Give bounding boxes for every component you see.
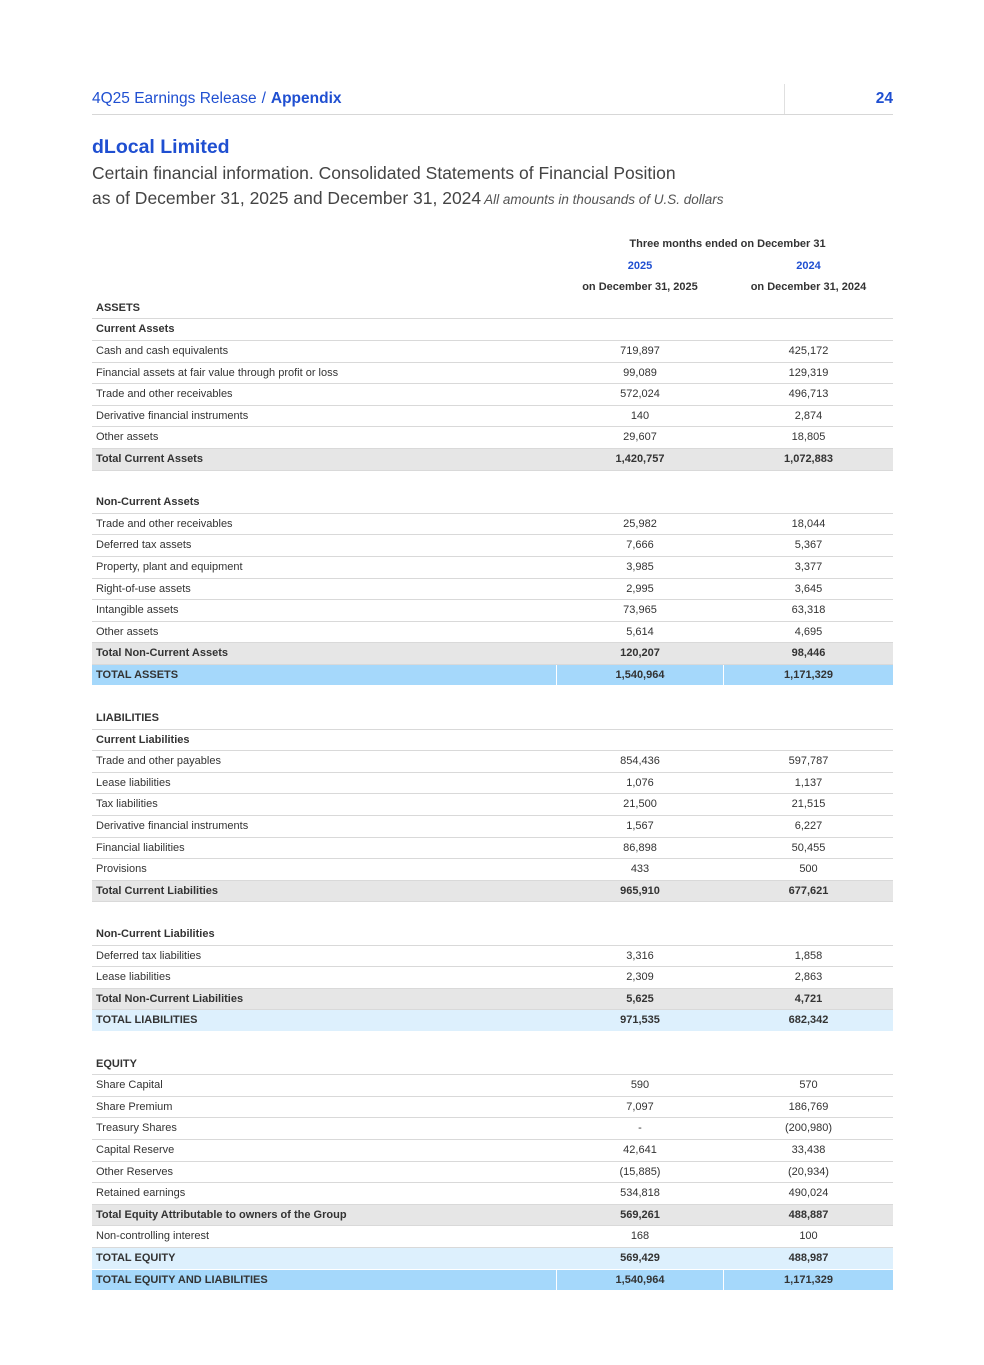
assets-heading-row (92, 298, 893, 320)
value-2024: 1,072,883 (784, 452, 833, 465)
statement-title-line2 (92, 188, 724, 209)
spacer (92, 1032, 893, 1054)
row-label: Retained earnings (96, 1187, 186, 1200)
value-2024: 50,455 (791, 841, 826, 854)
value-2025: 2,309 (626, 971, 654, 984)
table-row (92, 514, 893, 536)
value-2024: 490,024 (788, 1187, 829, 1200)
row-label: Share Capital (96, 1079, 163, 1092)
row-label: TOTAL EQUITY (96, 1251, 176, 1264)
subsection-heading: Current Assets (96, 323, 175, 336)
value-2025: 854,436 (620, 755, 660, 768)
value-2025: 29,607 (623, 431, 657, 444)
value-2025: 73,965 (623, 604, 657, 617)
value-2024: 682,342 (788, 1014, 829, 1027)
noncontrolling-interest-row (92, 1226, 893, 1248)
value-2025: 21,500 (623, 798, 657, 811)
table-row (92, 427, 893, 449)
breadcrumb (92, 90, 342, 108)
table-row (92, 816, 893, 838)
value-2025: 1,567 (626, 820, 654, 833)
table-row (92, 341, 893, 363)
value-2025: 971,535 (620, 1014, 660, 1027)
total-noncurrent-liabilities-row (92, 989, 893, 1011)
subsection-heading: Non-Current Liabilities (96, 928, 215, 940)
value-2024: 98,446 (791, 647, 826, 660)
value-2024: 6,227 (794, 820, 823, 833)
year-2024-header: 2024 (796, 259, 821, 272)
value-2024: 5,367 (794, 539, 823, 552)
value-2025: 140 (630, 409, 650, 422)
value-2024: 570 (799, 1079, 818, 1092)
row-label: Financial assets at fair value through profit or loss (96, 366, 339, 379)
section-heading: ASSETS (96, 301, 141, 314)
value-2025: 25,982 (623, 517, 657, 530)
row-label: Cash and cash equivalents (96, 344, 229, 357)
value-2025: 1,540,964 (556, 665, 724, 686)
row-label: Capital Reserve (96, 1143, 175, 1156)
row-label: TOTAL ASSETS (96, 668, 179, 681)
section-heading: LIABILITIES (96, 712, 159, 725)
value-2025: 590 (630, 1079, 650, 1092)
row-label: Property, plant and equipment (96, 560, 243, 573)
current-assets-rows (92, 341, 893, 449)
value-2024: 1,171,329 (784, 1273, 833, 1286)
row-label: Right-of-use assets (96, 582, 191, 595)
breadcrumb-separator: / (261, 90, 266, 107)
value-2025: 42,641 (623, 1143, 657, 1156)
value-2024: 488,887 (788, 1208, 829, 1221)
table-year-header (92, 255, 893, 277)
value-2025: 99,089 (623, 366, 657, 379)
row-label: Total Equity Attributable to owners of the Group (96, 1208, 347, 1221)
value-2025: 569,429 (620, 1251, 660, 1264)
table-row (92, 363, 893, 385)
financial-position-table (92, 233, 893, 1291)
total-liabilities-row (92, 1010, 893, 1032)
value-2024: 4,695 (794, 625, 823, 638)
table-row (92, 1118, 893, 1140)
equity-heading-row (92, 1054, 893, 1076)
table-row (92, 751, 893, 773)
value-2024: 129,319 (788, 366, 829, 379)
value-2025: 5,625 (626, 992, 654, 1005)
table-row (92, 1097, 893, 1119)
value-2024: 425,172 (788, 344, 829, 357)
table-row (92, 794, 893, 816)
value-2024: 1,171,329 (784, 668, 833, 681)
table-row (92, 859, 893, 881)
value-2025: 572,024 (620, 388, 660, 401)
value-2025: 569,261 (620, 1208, 660, 1221)
table-row (92, 406, 893, 428)
row-label: Trade and other receivables (96, 517, 233, 530)
header-divider (784, 84, 785, 114)
date-2024-header: on December 31, 2024 (750, 281, 867, 294)
breadcrumb-appendix[interactable]: Appendix (270, 90, 342, 107)
row-label: Total Current Assets (96, 452, 203, 465)
total-current-liabilities-row (92, 881, 893, 903)
value-2024: 500 (799, 863, 818, 876)
row-label: Other assets (96, 625, 159, 638)
total-equity-row (92, 1248, 893, 1270)
amounts-note: All amounts in thousands of U.S. dollars (484, 192, 724, 207)
row-label: Total Non-Current Assets (96, 647, 229, 660)
row-label: Derivative financial instruments (96, 820, 249, 833)
breadcrumb-release[interactable]: 4Q25 Earnings Release (92, 90, 257, 107)
row-label: Deferred tax assets (96, 539, 192, 552)
value-2025: 7,666 (626, 539, 654, 552)
value-2024: 488,987 (788, 1251, 829, 1264)
table-row (92, 1075, 893, 1097)
date-2025-header: on December 31, 2025 (582, 281, 698, 294)
noncurrent-liabilities-heading-row (92, 924, 893, 946)
equity-rows (92, 1075, 893, 1205)
value-2024: 3,377 (794, 560, 823, 573)
noncurrent-assets-rows (92, 514, 893, 644)
table-period-header (92, 233, 893, 255)
value-2024: 18,805 (791, 431, 826, 444)
table-row (92, 1183, 893, 1205)
value-2025: 1,076 (626, 776, 654, 789)
company-title: dLocal Limited (92, 136, 230, 158)
spacer (92, 686, 893, 708)
table-row (92, 946, 893, 968)
row-label: Total Current Liabilities (96, 884, 219, 897)
value-2025: (15,885) (619, 1165, 661, 1178)
statement-title-line1: Certain financial information. Consolidated Statements of Financial Position (92, 163, 676, 183)
value-2024: 63,318 (791, 604, 826, 617)
value-2024: 2,863 (794, 971, 823, 984)
value-2025: 7,097 (626, 1100, 654, 1113)
table-row (92, 1140, 893, 1162)
noncurrent-liabilities-rows (92, 946, 893, 989)
value-2024: 496,713 (788, 388, 829, 401)
row-label: Provisions (96, 863, 147, 876)
table-row (92, 600, 893, 622)
value-2025: 433 (630, 863, 650, 876)
value-2025: 2,995 (626, 582, 654, 595)
value-2024: 21,515 (791, 798, 826, 811)
value-2025: 86,898 (623, 841, 657, 854)
row-label: Lease liabilities (96, 971, 171, 984)
page-number: 24 (875, 90, 893, 107)
table-row (92, 557, 893, 579)
row-label: Derivative financial instruments (96, 409, 249, 422)
total-assets-row (92, 665, 893, 687)
table-row (92, 384, 893, 406)
row-label: Financial liabilities (96, 841, 185, 854)
table-date-header (92, 276, 893, 298)
value-2024: 3,645 (794, 582, 823, 595)
value-2024: 2,874 (794, 409, 823, 422)
value-2025: 3,985 (626, 560, 654, 573)
value-2025: 3,316 (626, 949, 654, 962)
value-2024: 186,769 (788, 1100, 829, 1113)
value-2025: 534,818 (620, 1187, 660, 1200)
row-label: Intangible assets (96, 604, 179, 617)
value-2025: 120,207 (620, 647, 660, 660)
value-2025: 965,910 (620, 884, 660, 897)
row-label: Deferred tax liabilities (96, 949, 202, 962)
table-row (92, 1162, 893, 1184)
value-2024: (20,934) (788, 1165, 829, 1178)
year-2025-header: 2025 (627, 259, 653, 272)
row-label: Non-controlling interest (96, 1230, 210, 1243)
value-2024: 1,858 (794, 949, 823, 962)
table-row (92, 535, 893, 557)
current-assets-heading-row (92, 319, 893, 341)
value-2025: 1,540,964 (556, 1270, 724, 1291)
value-2025: 5,614 (626, 625, 654, 638)
total-equity-attributable-row (92, 1205, 893, 1227)
table-row (92, 622, 893, 644)
value-2024: 1,137 (794, 776, 823, 789)
spacer (92, 471, 893, 493)
row-label: Trade and other receivables (96, 388, 233, 401)
period-label: Three months ended on December 31 (629, 238, 826, 250)
value-2024: 33,438 (791, 1143, 826, 1156)
row-label: Other assets (96, 431, 159, 444)
value-2024: (200,980) (784, 1122, 833, 1135)
total-equity-and-liabilities-row (92, 1270, 893, 1292)
row-label: Lease liabilities (96, 776, 171, 789)
liabilities-heading-row (92, 708, 893, 730)
row-label: TOTAL EQUITY AND LIABILITIES (96, 1273, 268, 1286)
value-2024: 597,787 (788, 755, 829, 768)
value-2024: 100 (799, 1230, 818, 1243)
current-liabilities-heading-row (92, 730, 893, 752)
value-2025: 168 (630, 1230, 650, 1243)
table-row (92, 967, 893, 989)
spacer (92, 902, 893, 924)
table-row (92, 579, 893, 601)
value-2025: 1,420,757 (615, 452, 665, 465)
noncurrent-assets-heading-row (92, 492, 893, 514)
page-header (92, 84, 893, 115)
current-liabilities-rows (92, 751, 893, 881)
value-2024: 677,621 (788, 884, 829, 897)
row-label: Other Reserves (96, 1165, 174, 1178)
table-row (92, 773, 893, 795)
row-label: Treasury Shares (96, 1122, 177, 1135)
value-2025: 719,897 (620, 344, 660, 357)
value-2024: 4,721 (794, 992, 823, 1005)
subsection-heading: Non-Current Assets (96, 496, 200, 509)
row-label: Tax liabilities (96, 798, 158, 811)
row-label: Total Non-Current Liabilities (96, 992, 244, 1005)
row-label: Share Premium (96, 1100, 173, 1113)
total-noncurrent-assets-row (92, 643, 893, 665)
value-2024: 18,044 (791, 517, 826, 530)
statement-title-dates: as of December 31, 2025 and December 31, 2024 (92, 188, 482, 208)
table-row (92, 838, 893, 860)
row-label: TOTAL LIABILITIES (96, 1014, 198, 1027)
subsection-heading: Current Liabilities (96, 733, 190, 746)
value-2025: - (638, 1122, 642, 1135)
section-heading: EQUITY (96, 1057, 137, 1070)
row-label: Trade and other payables (96, 755, 221, 768)
total-current-assets-row (92, 449, 893, 471)
